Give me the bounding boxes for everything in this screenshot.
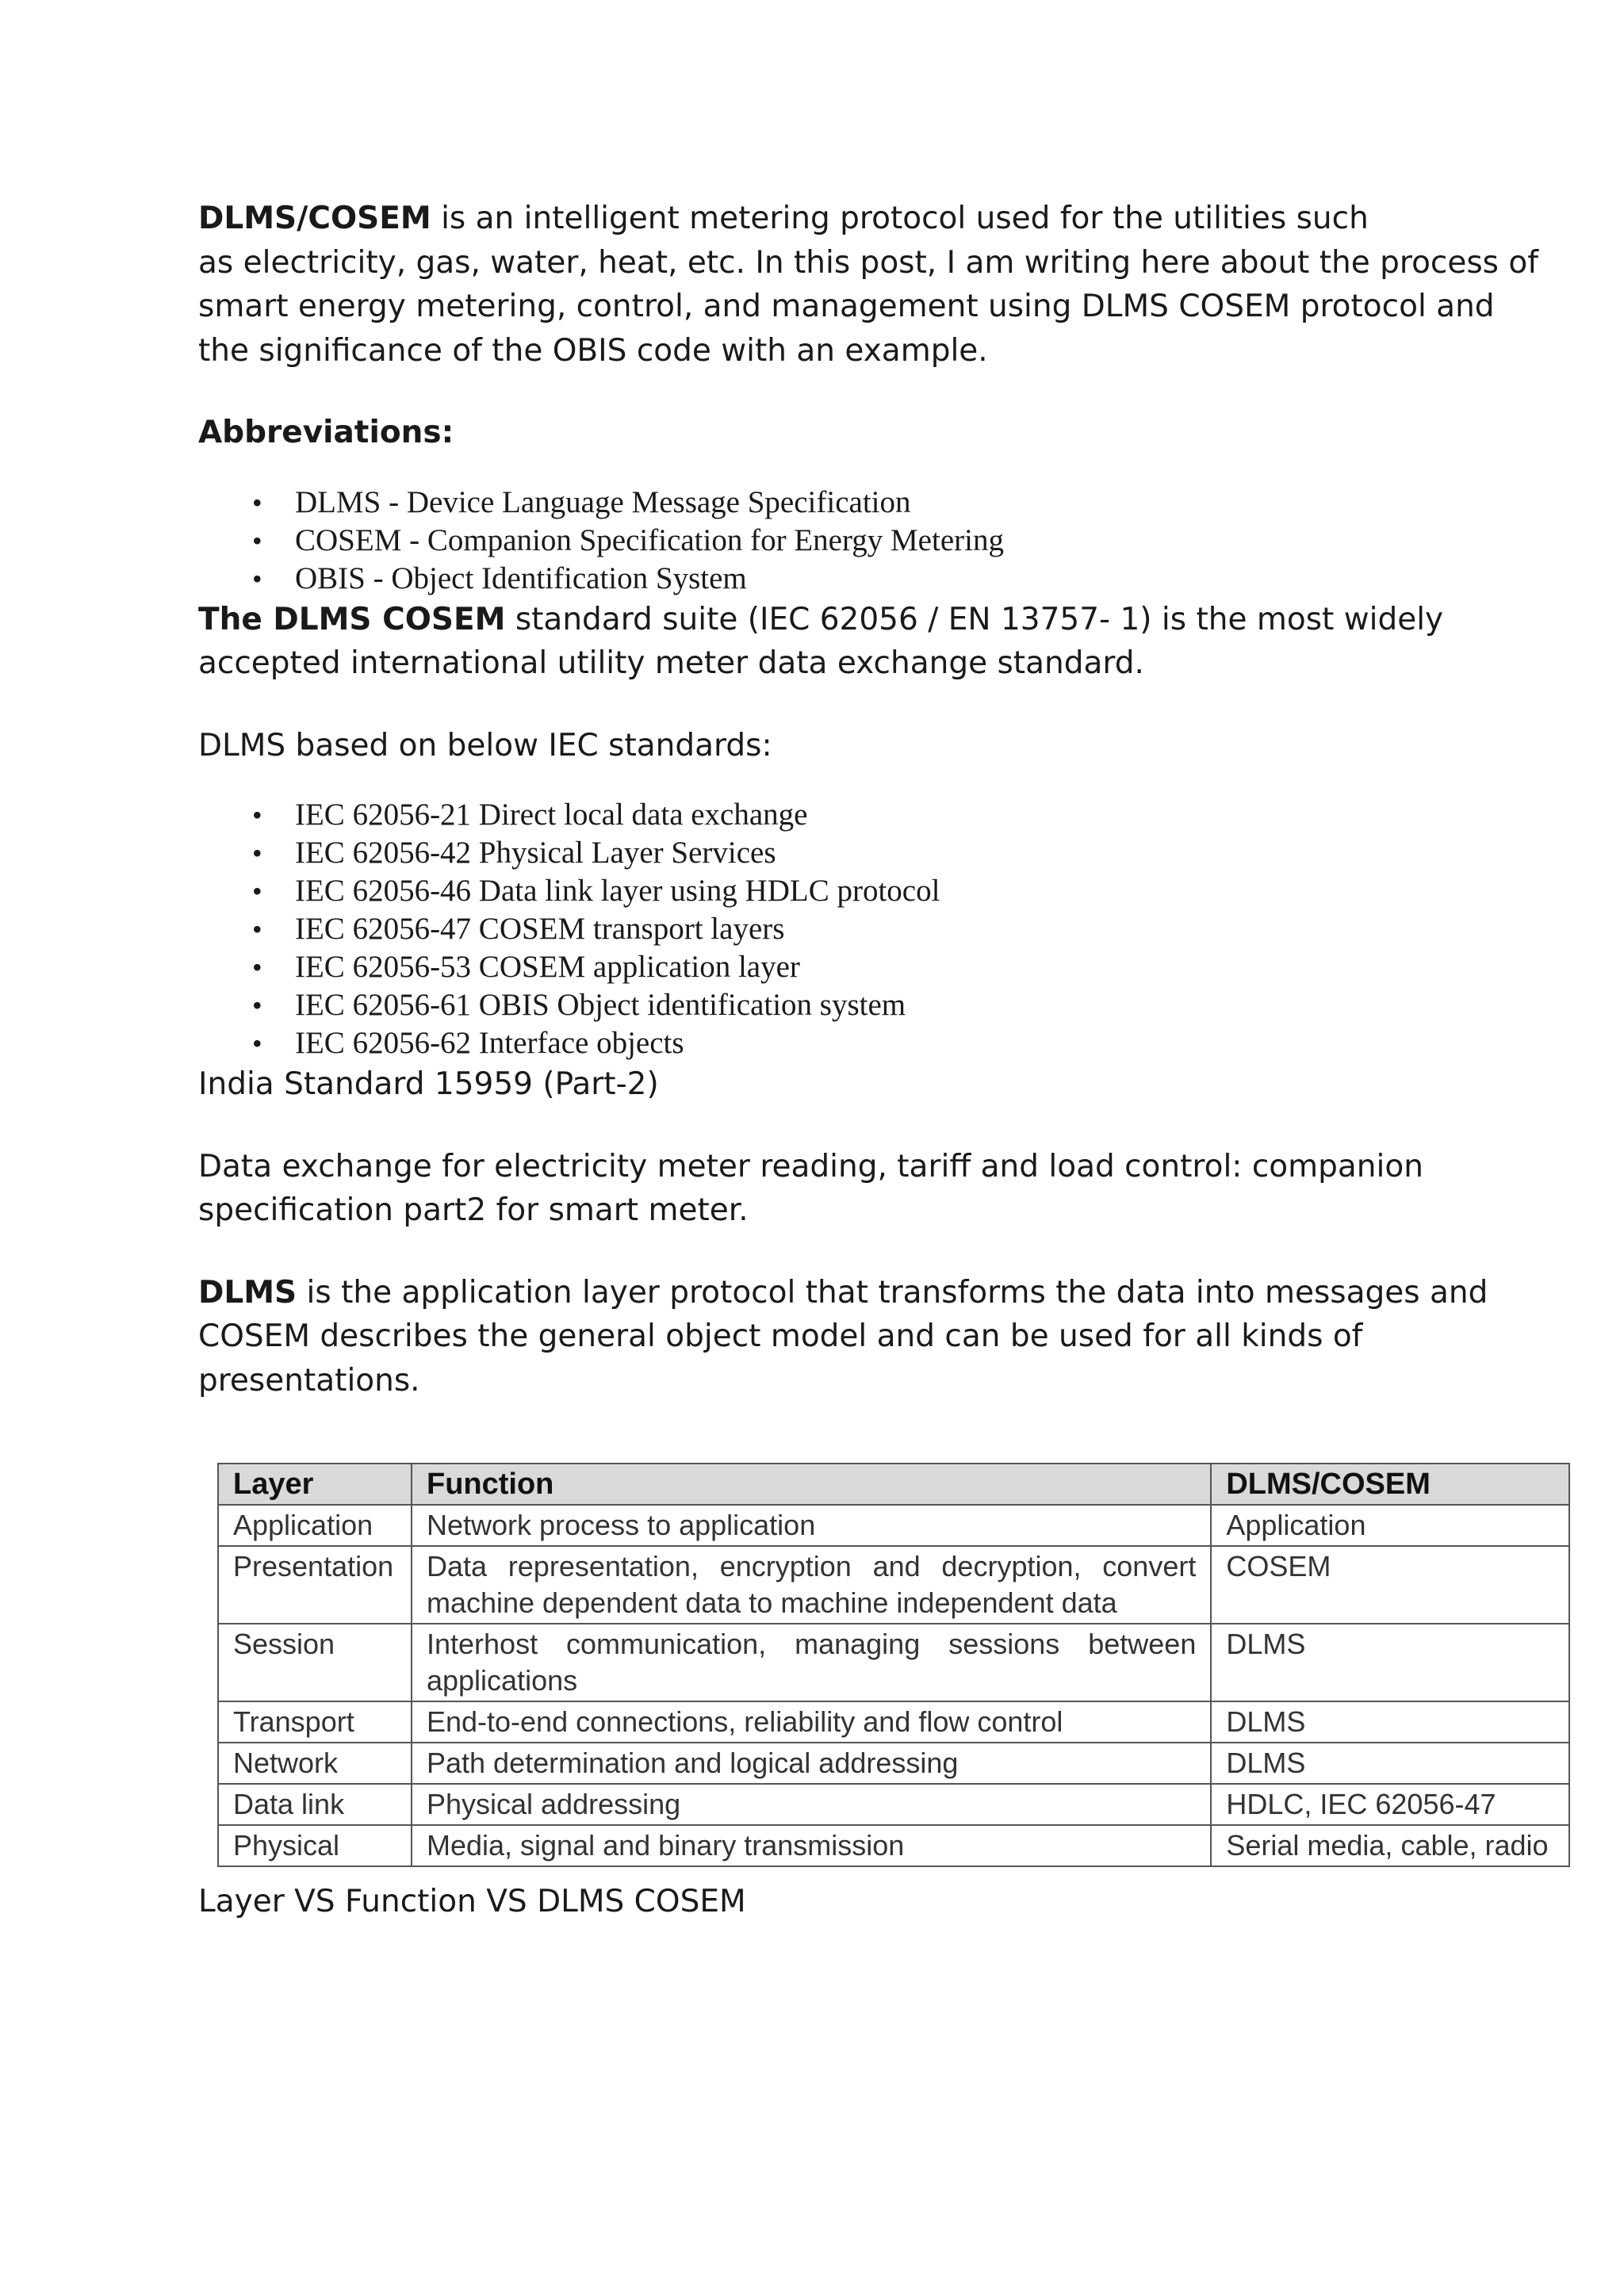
india-standard-line: India Standard 15959 (Part-2) <box>198 1066 659 1102</box>
cell-layer: Application <box>218 1505 412 1546</box>
cell-function: Data representation, encryption and decryption, convert machine dependent data to machine independent data <box>412 1546 1211 1624</box>
iec-standards-list <box>198 796 1594 1062</box>
dlms-line-2: COSEM describes the general object model and can be used for all kinds of <box>198 1318 1363 1354</box>
cell-function: End-to-end connections, reliability and flow control <box>412 1701 1211 1743</box>
cell-dlms: DLMS <box>1211 1743 1569 1784</box>
list-item: • IEC 62056-46 Data link layer using HDLC protocol <box>295 872 1594 910</box>
list-item: • IEC 62056-62 Interface objects <box>295 1024 1594 1062</box>
header-dlms-cosem: DLMS/COSEM <box>1211 1464 1569 1505</box>
cell-dlms: COSEM <box>1211 1546 1569 1624</box>
cell-layer: Transport <box>218 1701 412 1743</box>
cell-dlms: Serial media, cable, radio <box>1211 1825 1569 1866</box>
cell-layer: Physical <box>218 1825 412 1866</box>
dlms-paragraph <box>198 1271 1594 1403</box>
cell-layer: Presentation <box>218 1546 412 1624</box>
table-row <box>218 1505 1569 1546</box>
table-row <box>218 1701 1569 1743</box>
list-item: • DLMS - Device Language Message Specification <box>295 484 1594 522</box>
dlms-line-1: is the application layer protocol that transforms the data into messages and <box>297 1274 1488 1311</box>
list-item: • IEC 62056-21 Direct local data exchange <box>295 796 1594 834</box>
intro-line-2: as electricity, gas, water, heat, etc. In this post, I am writing here about the process of <box>198 244 1538 281</box>
cell-layer: Session <box>218 1624 412 1701</box>
header-function: Function <box>412 1464 1211 1505</box>
cell-dlms: DLMS <box>1211 1701 1569 1743</box>
dlms-bold: DLMS <box>198 1274 297 1311</box>
list-item: • COSEM - Companion Specification for Energy Metering <box>295 522 1594 560</box>
iec-heading: DLMS based on below IEC standards: <box>198 727 772 763</box>
table-header-row <box>218 1464 1569 1505</box>
header-layer: Layer <box>218 1464 412 1505</box>
exchange-paragraph <box>198 1145 1594 1233</box>
abbreviations-heading: Abbreviations: <box>198 415 454 450</box>
dlms-line-3: presentations. <box>198 1362 420 1399</box>
cell-function: Interhost communication, managing sessions between applications <box>412 1624 1211 1701</box>
standard-line-2: accepted international utility meter data exchange standard. <box>198 645 1144 681</box>
intro-bold: DLMS/COSEM <box>198 201 431 236</box>
list-item: • IEC 62056-53 COSEM application layer <box>295 948 1594 986</box>
exchange-line-2: specification part2 for smart meter. <box>198 1192 749 1228</box>
cell-layer: Data link <box>218 1784 412 1825</box>
abbreviations-list <box>198 484 1594 598</box>
table-row <box>218 1546 1569 1624</box>
cell-function: Network process to application <box>412 1505 1211 1546</box>
cell-dlms: Application <box>1211 1505 1569 1546</box>
table-row <box>218 1624 1569 1701</box>
table-row <box>218 1743 1569 1784</box>
list-item: • IEC 62056-47 COSEM transport layers <box>295 910 1594 948</box>
list-item: • OBIS - Object Identification System <box>295 560 1594 598</box>
table-row <box>218 1784 1569 1825</box>
standard-bold: The DLMS COSEM <box>198 601 506 637</box>
table-caption: Layer VS Function VS DLMS COSEM <box>198 1884 746 1919</box>
intro-line-1: is an intelligent metering protocol used for the utilities such <box>431 201 1369 236</box>
intro-line-3: smart energy metering, control, and management using DLMS COSEM protocol and <box>198 289 1495 324</box>
list-item: • IEC 62056-61 OBIS Object identification system <box>295 986 1594 1024</box>
intro-line-4: the significance of the OBIS code with an example. <box>198 332 988 369</box>
exchange-line-1: Data exchange for electricity meter reading, tariff and load control: companion <box>198 1148 1423 1184</box>
cell-dlms: HDLC, IEC 62056-47 <box>1211 1784 1569 1825</box>
cell-layer: Network <box>218 1743 412 1784</box>
cell-function: Physical addressing <box>412 1784 1211 1825</box>
document-page <box>198 197 1594 1924</box>
standard-paragraph <box>198 598 1594 686</box>
cell-function: Media, signal and binary transmission <box>412 1825 1211 1866</box>
intro-paragraph <box>198 197 1594 373</box>
layer-function-table <box>217 1463 1570 1867</box>
table-row <box>218 1825 1569 1866</box>
cell-function: Path determination and logical addressing <box>412 1743 1211 1784</box>
cell-dlms: DLMS <box>1211 1624 1569 1701</box>
list-item: • IEC 62056-42 Physical Layer Services <box>295 834 1594 872</box>
standard-line-1: standard suite (IEC 62056 / EN 13757- 1) is the most widely <box>505 601 1444 637</box>
